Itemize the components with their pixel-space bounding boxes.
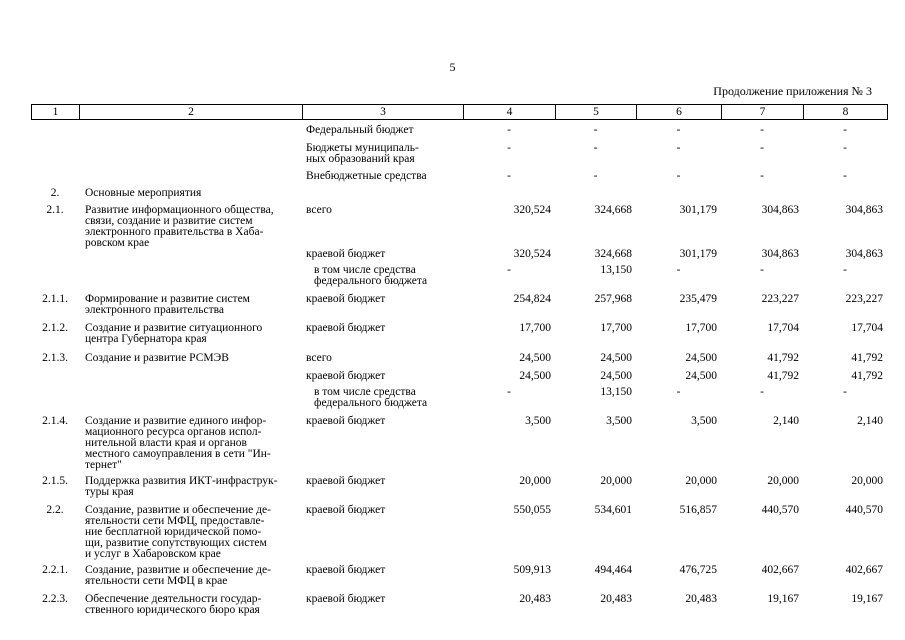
- row-value-col-4: -: [507, 386, 511, 398]
- row-value-col-5: [555, 188, 636, 205]
- row-name: Создание, развитие и обеспечение де- ятельности сети МФЦ в крае: [85, 564, 271, 587]
- row-value-col-7: 19,167: [767, 593, 799, 605]
- table-row: [31, 594, 887, 624]
- row-value-col-7: 20,000: [767, 475, 799, 487]
- row-value-col-5: 257,968: [594, 293, 632, 305]
- row-value-col-6: -: [676, 264, 681, 276]
- row-code: 2.2.: [46, 504, 64, 516]
- table-row: [31, 505, 887, 565]
- row-value-col-7: 17,704: [767, 322, 799, 334]
- row-value-col-7: 304,863: [761, 248, 799, 260]
- row-value-col-6: 24,500: [685, 352, 717, 364]
- header-col-2: 2: [80, 105, 303, 120]
- row-value-col-7: -: [760, 170, 764, 182]
- row-code: 2.1.5.: [42, 475, 68, 487]
- row-value-col-7: -: [760, 124, 764, 136]
- row-code: [31, 171, 79, 188]
- table-row: [31, 249, 887, 265]
- header-col-1: 1: [32, 105, 80, 120]
- row-name: Создание, развитие и обеспечение де- ятельности сети МФЦ, предоставле- ние бесплатной юридической помо- щи, развитие сопутствующих систем и услуг в Хабаровском крае: [85, 504, 271, 560]
- row-value-col-8: 304,863: [845, 248, 883, 260]
- row-code: [31, 265, 79, 294]
- row-value-col-7: 440,570: [761, 504, 799, 516]
- table-row: [31, 171, 887, 188]
- table-row: [31, 371, 887, 387]
- table-row: [31, 416, 887, 476]
- row-value-col-4: 17,700: [519, 322, 551, 334]
- row-name: Основные мероприятия: [85, 187, 202, 199]
- row-funding-source: в том числе средства федерального бюджета: [314, 386, 428, 409]
- row-value-col-4: 20,000: [519, 475, 551, 487]
- row-value-col-8: 17,704: [851, 322, 883, 334]
- row-funding-source: краевой бюджет: [306, 370, 386, 382]
- header-col-5: 5: [556, 105, 637, 120]
- row-value-col-5: 13,150: [600, 386, 632, 398]
- row-value-col-6: 3,500: [691, 415, 717, 427]
- row-name: Поддержка развития ИКТ-инфраструк- туры края: [85, 475, 278, 498]
- row-code: 2.2.1.: [42, 564, 68, 576]
- row-value-col-5: 20,483: [600, 593, 632, 605]
- row-value-col-8: 2,140: [857, 415, 883, 427]
- appendix-label: Продолжение приложения № 3: [713, 84, 872, 98]
- row-value-col-7: 41,792: [767, 352, 799, 364]
- row-value-col-5: -: [593, 124, 598, 136]
- row-value-col-8: 41,792: [851, 352, 883, 364]
- row-value-col-6: -: [676, 170, 681, 182]
- row-value-col-8: 440,570: [845, 504, 883, 516]
- row-value-col-8: 223,227: [845, 293, 883, 305]
- row-value-col-8: -: [843, 124, 847, 136]
- row-name: Обеспечение деятельности государ- ственного юридического бюро края: [85, 593, 262, 616]
- row-value-col-4: 24,500: [519, 370, 551, 382]
- row-value-col-6: 17,700: [685, 322, 717, 334]
- row-code: [31, 125, 79, 143]
- row-name: Создание и развитие единого инфор- мационного ресурса органов испол- нительной власти края и органов местного самоуправления в сети "Ин- тернет": [85, 415, 271, 471]
- row-value-col-8: 19,167: [851, 593, 883, 605]
- budget-table: [31, 125, 887, 624]
- row-value-col-4: 20,483: [519, 593, 551, 605]
- row-value-col-8: -: [843, 264, 847, 276]
- row-value-col-5: 3,500: [606, 415, 632, 427]
- row-value-col-4: 509,913: [513, 564, 551, 576]
- row-value-col-4: 320,524: [513, 248, 551, 260]
- row-value-col-5: 494,464: [594, 564, 632, 576]
- row-code: 2.1.: [46, 204, 64, 216]
- header-col-6: 6: [637, 105, 722, 120]
- row-funding-source: краевой бюджет: [306, 564, 386, 576]
- row-value-col-6: 235,479: [679, 293, 717, 305]
- row-value-col-5: 24,500: [600, 352, 632, 364]
- row-funding-source: краевой бюджет: [306, 415, 386, 427]
- row-value-col-4: [463, 188, 555, 205]
- header-col-4: 4: [464, 105, 556, 120]
- row-value-col-4: 24,500: [519, 352, 551, 364]
- row-funding-source: Федеральный бюджет: [306, 124, 414, 136]
- row-code: 2.1.4.: [42, 415, 68, 427]
- row-value-col-8: -: [843, 142, 847, 154]
- header-row-table: [31, 104, 888, 120]
- row-code: 2.1.1.: [42, 293, 68, 305]
- row-funding-source: всего: [306, 352, 332, 364]
- row-value-col-4: 3,500: [525, 415, 551, 427]
- row-name: Формирование и развитие систем электронного правительства: [85, 293, 250, 316]
- row-value-col-6: 20,000: [685, 475, 717, 487]
- row-value-col-4: 254,824: [513, 293, 551, 305]
- row-funding-source: в том числе средства федерального бюджета: [314, 264, 428, 287]
- row-value-col-4: -: [507, 264, 511, 276]
- table-row: [31, 265, 887, 294]
- row-value-col-8: -: [843, 386, 847, 398]
- table-row: [31, 143, 887, 171]
- row-value-col-8: [803, 188, 887, 205]
- row-value-col-4: -: [507, 124, 511, 136]
- row-value-col-7: [721, 188, 803, 205]
- row-value-col-8: -: [843, 170, 847, 182]
- table-row: [31, 323, 887, 353]
- row-value-col-6: 301,179: [679, 248, 717, 260]
- row-funding-source: краевой бюджет: [306, 293, 386, 305]
- row-code: 2.2.3.: [42, 593, 68, 605]
- row-value-col-6: 476,725: [679, 564, 717, 576]
- row-name: [79, 387, 302, 416]
- row-value-col-6: -: [676, 142, 681, 154]
- row-funding-source: [302, 188, 463, 205]
- header-col-3: 3: [303, 105, 464, 120]
- row-value-col-7: 223,227: [761, 293, 799, 305]
- row-value-col-6: [636, 188, 721, 205]
- table-row: [31, 565, 887, 594]
- row-value-col-4: -: [507, 142, 511, 154]
- row-code: 2.1.2.: [42, 322, 68, 334]
- row-value-col-5: 24,500: [600, 370, 632, 382]
- row-name: Создание и развитие РСМЭВ: [85, 352, 229, 364]
- row-funding-source: Внебюджетные средства: [306, 170, 427, 182]
- row-value-col-6: 301,179: [679, 204, 717, 216]
- row-value-col-5: 534,601: [594, 504, 632, 516]
- row-name: [79, 265, 302, 294]
- row-value-col-7: 304,863: [761, 204, 799, 216]
- row-value-col-4: 550,055: [513, 504, 551, 516]
- row-value-col-5: 13,150: [600, 264, 632, 276]
- row-code: [31, 371, 79, 387]
- row-value-col-4: -: [507, 170, 511, 182]
- row-code: [31, 143, 79, 171]
- row-funding-source: краевой бюджет: [306, 593, 386, 605]
- row-value-col-5: 324,668: [594, 248, 632, 260]
- table-row: [31, 353, 887, 371]
- header-col-8: 8: [804, 105, 888, 120]
- header-row: [32, 105, 888, 120]
- row-value-col-7: 402,667: [761, 564, 799, 576]
- table-row: [31, 188, 887, 205]
- row-value-col-5: 324,668: [594, 204, 632, 216]
- row-value-col-5: 17,700: [600, 322, 632, 334]
- table-row: [31, 294, 887, 323]
- row-value-col-6: 20,483: [685, 593, 717, 605]
- row-value-col-5: -: [593, 142, 598, 154]
- row-funding-source: всего: [306, 204, 332, 216]
- row-name: Развитие информационного общества, связи, создание и развитие систем электронного правительства в Хаба- ровском крае: [85, 204, 274, 249]
- row-name: [79, 249, 302, 265]
- row-funding-source: краевой бюджет: [306, 248, 386, 260]
- page-number: 5: [449, 60, 456, 74]
- row-value-col-5: -: [593, 170, 598, 182]
- table-row: [31, 476, 887, 505]
- row-value-col-8: 402,667: [845, 564, 883, 576]
- row-value-col-6: -: [676, 386, 681, 398]
- row-code: 2.1.3.: [42, 352, 68, 364]
- row-value-col-6: 516,857: [679, 504, 717, 516]
- row-value-col-7: -: [760, 142, 764, 154]
- row-code: [31, 249, 79, 265]
- row-value-col-7: 2,140: [773, 415, 799, 427]
- row-name: [79, 125, 302, 143]
- row-value-col-8: 41,792: [851, 370, 883, 382]
- row-name: [79, 143, 302, 171]
- row-value-col-6: -: [676, 124, 681, 136]
- row-funding-source: краевой бюджет: [306, 475, 386, 487]
- row-value-col-4: 320,524: [513, 204, 551, 216]
- row-funding-source: Бюджеты муниципаль- ных образований края: [306, 142, 419, 165]
- row-value-col-5: 20,000: [600, 475, 632, 487]
- row-code: 2.: [50, 187, 60, 199]
- row-value-col-7: -: [760, 386, 764, 398]
- row-value-col-7: 41,792: [767, 370, 799, 382]
- row-funding-source: краевой бюджет: [306, 322, 386, 334]
- row-value-col-7: -: [760, 264, 764, 276]
- table-row: [31, 125, 887, 143]
- row-value-col-8: 304,863: [845, 204, 883, 216]
- row-code: [31, 387, 79, 416]
- row-value-col-6: 24,500: [685, 370, 717, 382]
- row-value-col-8: 20,000: [851, 475, 883, 487]
- row-name: Создание и развитие ситуационного центра Губернатора края: [85, 322, 263, 345]
- row-name: [79, 371, 302, 387]
- table-row: [31, 387, 887, 416]
- row-funding-source: краевой бюджет: [306, 504, 386, 516]
- row-name: [79, 171, 302, 188]
- header-col-7: 7: [722, 105, 804, 120]
- table-row: [31, 205, 887, 249]
